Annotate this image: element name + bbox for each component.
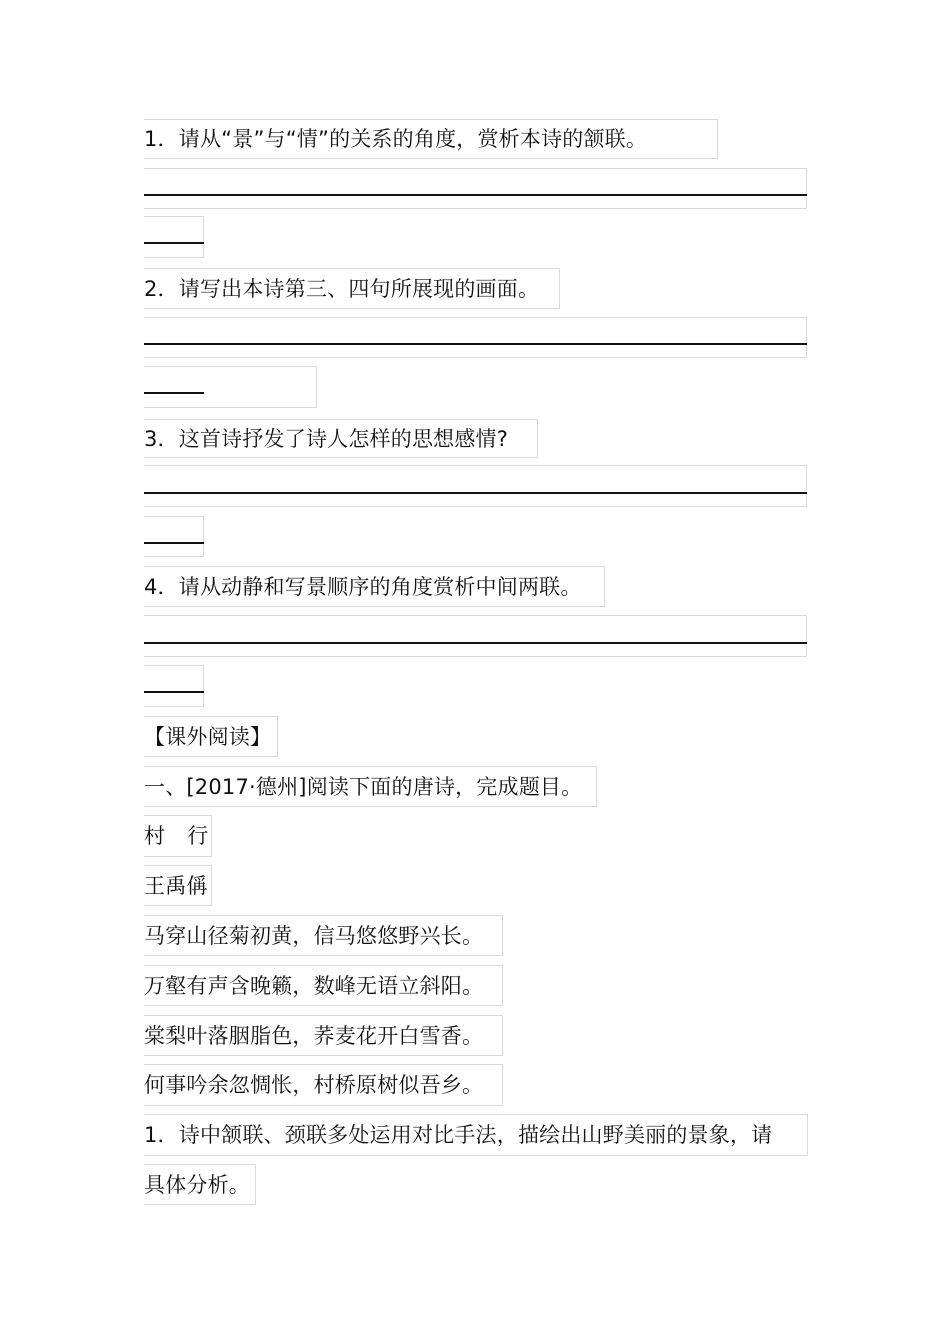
poem-line-2: 万壑有声含晚籁，数峰无语立斜阳。 [144, 974, 484, 998]
task-1-line2: 具体分析。 [144, 1173, 250, 1197]
answer-2-line[interactable] [144, 343, 807, 345]
task-1-line1: 1．诗中颔联、颈联多处运用对比手法，描绘出山野美丽的景象，请 [144, 1123, 773, 1147]
answer-1-line[interactable] [144, 194, 807, 196]
section-title: 【课外阅读】 [144, 725, 272, 749]
answer-4-tail-line[interactable] [144, 691, 204, 693]
answer-4-box [144, 615, 807, 657]
answer-1-tail-line[interactable] [144, 242, 204, 244]
answer-3-box [144, 465, 807, 507]
answer-3-tail-box [144, 516, 204, 557]
answer-1-box [144, 168, 807, 209]
poem-line-4: 何事吟余忽惆怅，村桥原树似吾乡。 [144, 1073, 484, 1097]
answer-2-tail-line[interactable] [144, 392, 204, 394]
answer-2-tail-box [144, 366, 317, 408]
answer-4-tail-box [144, 665, 204, 707]
answer-3-tail-line[interactable] [144, 542, 204, 544]
poem-line-1: 马穿山径菊初黄，信马悠悠野兴长。 [144, 924, 484, 948]
question-3-text: 3．这首诗抒发了诗人怎样的思想感情? [144, 427, 509, 451]
answer-2-box [144, 317, 807, 358]
question-4-text: 4．请从动静和写景顺序的角度赏析中间两联。 [144, 575, 582, 599]
poem-author: 王禹偁 [144, 874, 208, 898]
poem-title-part2: 行 [187, 824, 209, 848]
poem-title [144, 822, 208, 850]
passage-intro: 一、[2017·德州]阅读下面的唐诗，完成题目。 [144, 775, 583, 799]
poem-title-part1: 村 [144, 824, 166, 848]
question-2-text: 2．请写出本诗第三、四句所展现的画面。 [144, 277, 540, 301]
answer-1-tail-box [144, 216, 204, 258]
poem-line-3: 棠梨叶落胭脂色，荞麦花开白雪香。 [144, 1024, 484, 1048]
question-1-text: 1．请从“景”与“情”的关系的角度，赏析本诗的颔联。 [144, 127, 648, 151]
answer-3-line[interactable] [144, 492, 807, 494]
answer-4-line[interactable] [144, 642, 807, 644]
